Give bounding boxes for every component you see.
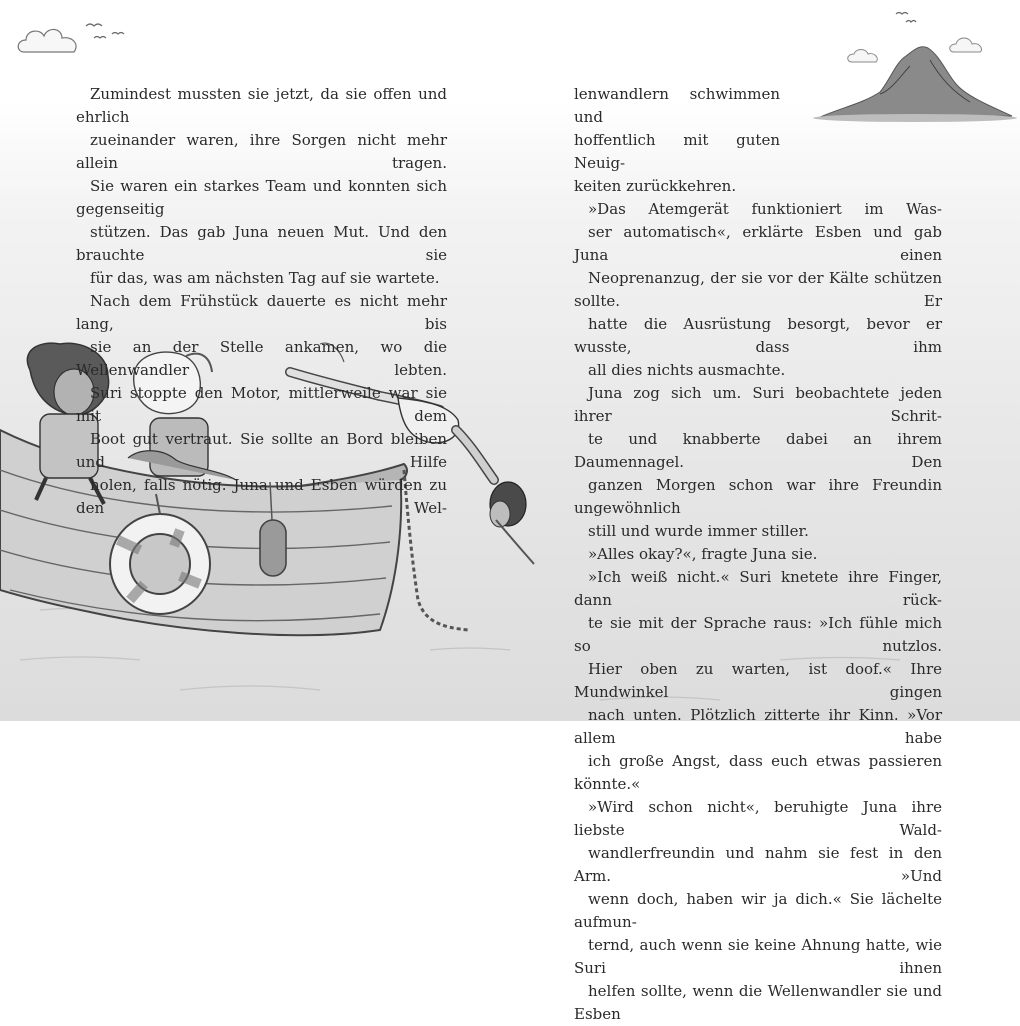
left-page-text: [76, 83, 447, 520]
text-line: ternd, auch wenn sie keine Ahnung hatte, wie Suri ihnen: [574, 936, 942, 977]
text-line: Neoprenanzug, der sie vor der Kälte schützen sollte. Er: [574, 269, 942, 310]
text-line: zueinander waren, ihre Sorgen nicht mehr allein tragen.: [76, 131, 447, 172]
text-line: ser automatisch«, erklärte Esben und gab Juna einen: [574, 223, 942, 264]
text-line: te sie mit der Sprache raus: »Ich fühle mich so nutzlos.: [574, 614, 942, 655]
text-line: hatte die Ausrüstung besorgt, bevor er wusste, dass ihm: [574, 315, 942, 356]
text-line: ganzen Morgen schon war ihre Freundin ungewöhnlich: [574, 476, 942, 517]
text-line: sie an der Stelle ankamen, wo die Wellenwandler lebten.: [76, 338, 447, 379]
text-line: keiten zurückkehren.: [574, 177, 737, 195]
text-line: holen, falls nötig. Juna und Esben würden zu den Wel-: [76, 476, 447, 517]
cloud-icon: [18, 29, 76, 52]
text-line: Sie waren ein starkes Team und konnten sich gegenseitig: [76, 177, 447, 218]
text-line: Hier oben zu warten, ist doof.« Ihre Mundwinkel gingen: [574, 660, 942, 701]
text-line: Suri stoppte den Motor, mittlerweile war sie mit dem: [76, 384, 447, 425]
text-line: »Wird schon nicht«, beruhigte Juna ihre liebste Wald-: [574, 798, 942, 839]
right-paragraph: [574, 198, 942, 382]
right-paragraph: [574, 543, 942, 566]
text-line: Zumindest mussten sie jetzt, da sie offen und ehrlich: [76, 85, 447, 126]
text-line: »Alles okay?«, fragte Juna sie.: [588, 545, 818, 563]
left-paragraph: [76, 83, 447, 290]
text-line: Boot gut vertraut. Sie sollte an Bord bleiben und Hilfe: [76, 430, 447, 471]
text-line: helfen sollte, wenn die Wellenwandler sie und Esben: [574, 982, 942, 1023]
left-paragraph: [76, 290, 447, 520]
right-paragraph: [574, 566, 942, 796]
text-line: hoffentlich mit guten Neuig-: [574, 131, 780, 172]
text-line: wenn doch, haben wir ja dich.« Sie lächelte aufmun-: [574, 890, 942, 931]
text-line: lenwandlern schwimmen und: [574, 85, 780, 126]
text-line: ich große Angst, dass euch etwas passieren könnte.«: [574, 752, 942, 793]
right-paragraph: [574, 796, 942, 1026]
text-line: Nach dem Frühstück dauerte es nicht mehr lang, bis: [76, 292, 447, 333]
text-line: te und knabberte dabei an ihrem Daumennagel. Den: [574, 430, 942, 471]
text-line: Juna zog sich um. Suri beobachtete jeden ihrer Schrit-: [574, 384, 942, 425]
text-line: wandlerfreundin und nahm sie fest in den Arm. »Und: [574, 844, 942, 885]
text-line: still und wurde immer stiller.: [588, 522, 809, 540]
text-line: »Ich weiß nicht.« Suri knetete ihre Finger, dann rück-: [574, 568, 942, 609]
text-line: »Das Atemgerät funktioniert im Was-: [588, 200, 942, 218]
text-line: nach unten. Plötzlich zitterte ihr Kinn. »Vor allem habe: [574, 706, 942, 747]
text-line: all dies nichts ausmachte.: [588, 361, 786, 379]
right-intro-paragraph: [574, 83, 780, 198]
right-page-text: [574, 83, 942, 1026]
right-paragraph: [574, 382, 942, 543]
text-line: stützen. Das gab Juna neuen Mut. Und den brauchte sie: [76, 223, 447, 264]
birds-icon: [86, 13, 916, 39]
text-line: für das, was am nächsten Tag auf sie wartete.: [90, 269, 440, 287]
